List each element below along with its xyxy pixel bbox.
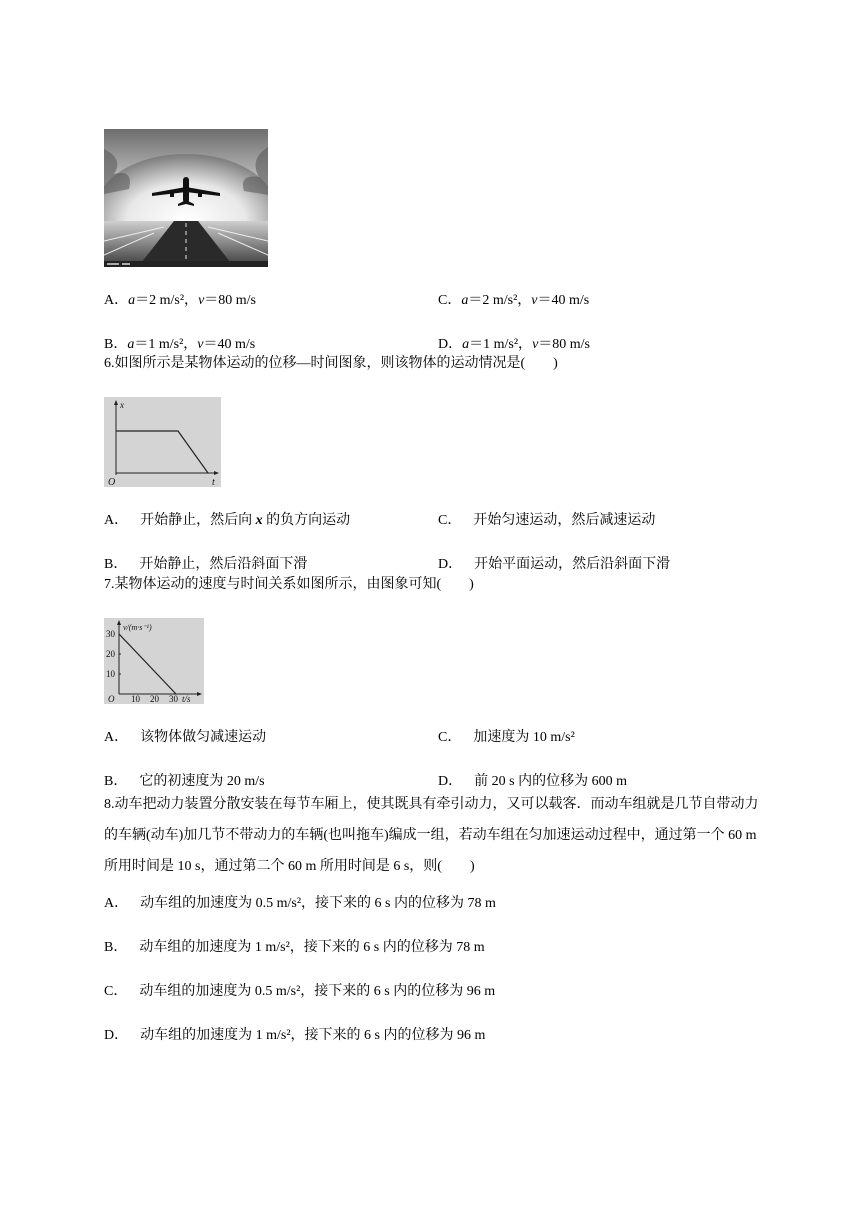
a-value: ＝1 m/s²， [134,337,198,352]
var-v: v [532,337,539,352]
q8-option-b[interactable] [104,939,485,957]
q7-x-tick-30: 30 [169,694,178,704]
q5-option-d[interactable] [438,336,590,354]
v-value: ＝40 m/s [203,337,256,352]
airplane-photo-graphic [104,129,268,267]
var-a: a [461,293,469,308]
q6-option-d[interactable] [438,556,670,574]
q5-option-c[interactable] [438,292,589,310]
q7-vt-graph [104,618,204,704]
option-text: 开始匀速运动，然后减速运动 [473,513,656,528]
q7-y-label: v/(m·s⁻¹) [123,623,152,632]
q8-option-c[interactable] [104,983,495,1001]
option-text-post: 的负方向运动 [262,513,351,528]
q6-origin-label: O [108,477,116,487]
option-label: D． [438,337,463,352]
q7-y-tick-10: 10 [106,669,115,679]
option-label: A． [104,293,129,308]
option-label: A． [104,513,129,528]
option-label: D． [438,557,463,572]
q5-option-b[interactable] [104,336,255,354]
q6-option-b[interactable] [104,556,307,574]
var-a: a [127,337,135,352]
q7-origin-label: O [108,694,115,704]
q8-option-d[interactable] [104,1027,485,1045]
q8-stem: 8.动车把动力装置分散安装在每节车厢上，使其既具有牵引动力，又可以载客．而动车组就是几节自带动力的车辆(动车)加几节不带动力的车辆(也叫拖车)编成一组，若动车组在匀加速运动过程中，通过第一个 60 m 所用时间是 10 s，通过第二个 60 m 所用时间是 6 s，则( ) [104,797,759,874]
option-text: 它的初速度为 20 m/s [139,774,265,789]
var-x: x [255,513,263,528]
option-label: B． [104,774,128,789]
a-value: ＝2 m/s²， [135,293,199,308]
q6-xt-graph [104,397,221,487]
q7-x-tick-20: 20 [150,694,159,704]
airplane-photo [104,129,268,267]
option-label: B． [104,940,128,955]
q6-x-label: t [212,477,215,487]
option-label: C． [104,984,128,999]
option-label: A． [104,730,129,745]
option-label: C． [438,730,462,745]
v-value: ＝80 m/s [204,293,257,308]
option-label: B． [104,557,128,572]
option-label: C． [438,513,462,528]
option-text: 动车组的加速度为 1 m/s²，接下来的 6 s 内的位移为 96 m [140,1028,486,1043]
option-text: 开始静止，然后沿斜面下滑 [139,557,308,572]
q7-y-tick-30: 30 [106,629,115,639]
option-text: 动车组的加速度为 0.5 m/s²，接下来的 6 s 内的位移为 78 m [140,896,496,911]
option-label: C． [438,293,462,308]
var-v: v [531,293,538,308]
option-text: 前 20 s 内的位移为 600 m [474,774,627,789]
v-value: ＝40 m/s [537,293,590,308]
var-v: v [198,293,205,308]
option-label: D． [104,1028,129,1043]
q6-option-c[interactable] [438,512,655,530]
q7-stem: 7.某物体运动的速度与时间关系如图所示，由图象可知( ) [104,577,474,592]
var-a: a [462,337,470,352]
option-label: A． [104,896,129,911]
q6-y-label: x [120,400,124,410]
q7-graph-svg [104,618,204,704]
var-a: a [128,293,136,308]
q8-option-a[interactable] [104,895,496,913]
q6-graph-svg [104,397,221,487]
var-v: v [197,337,204,352]
a-value: ＝2 m/s²， [468,293,532,308]
option-text-pre: 开始静止，然后向 [140,513,256,528]
option-text: 加速度为 10 m/s² [473,730,575,745]
q7-y-tick-20: 20 [106,649,115,659]
q6-option-a[interactable] [104,512,350,530]
q7-option-c[interactable] [438,729,575,747]
q7-x-label: t/s [182,694,191,704]
v-value: ＝80 m/s [538,337,591,352]
q7-x-tick-10: 10 [131,694,140,704]
option-label: B． [104,337,128,352]
option-text: 动车组的加速度为 1 m/s²，接下来的 6 s 内的位移为 78 m [139,940,485,955]
q6-stem: 6.如图所示是某物体运动的位移—时间图象，则该物体的运动情况是( ) [104,356,558,371]
q5-option-a[interactable] [104,292,256,310]
option-label: D． [438,774,463,789]
option-text: 该物体做匀减速运动 [140,730,267,745]
option-text: 动车组的加速度为 0.5 m/s²，接下来的 6 s 内的位移为 96 m [139,984,496,999]
a-value: ＝1 m/s²， [469,337,533,352]
option-text: 开始平面运动，然后沿斜面下滑 [474,557,671,572]
q7-option-a[interactable] [104,729,266,747]
